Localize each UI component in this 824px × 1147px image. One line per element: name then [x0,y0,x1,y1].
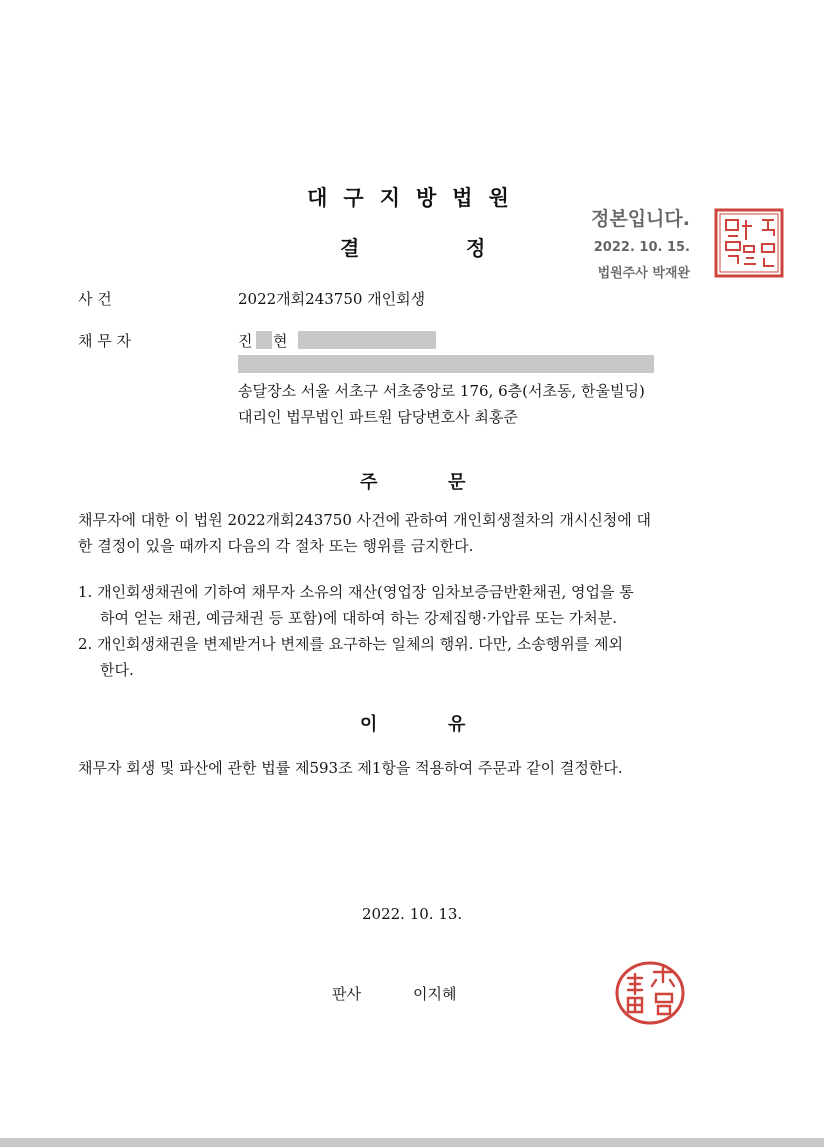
debtor-id-redaction [298,331,436,349]
debtor-name-last: 현 [273,332,288,350]
case-label: 사 건 [78,290,112,308]
certified-copy-stamp: 정본입니다. [591,208,690,230]
debtor-address-redaction [238,355,654,373]
order-item-2-line-1: 2. 개인회생채권을 변제받거나 변제를 요구하는 일체의 행위. 다만, 소송행위를 제외 [78,635,623,653]
decision-date: 2022. 10. 13. [362,905,463,923]
court-seal-icon [714,208,784,278]
reason-heading-left: 이 [360,714,378,735]
debtor-name-redaction [256,331,272,349]
doc-type-right: 정 [466,236,486,260]
judge-name: 이지혜 [413,985,457,1003]
order-item-2-line-2: 한다. [100,661,134,679]
order-heading-right: 문 [448,472,466,493]
order-heading-left: 주 [360,472,378,493]
page-bottom-bar [0,1138,824,1147]
judge-title: 판사 [332,985,361,1003]
service-address: 송달장소 서울 서초구 서초중앙로 176, 6층(서초동, 한울빌딩) [238,382,645,400]
agent: 대리인 법무법인 파트원 담당변호사 최홍준 [238,408,518,426]
order-item-1-line-1: 1. 개인회생채권에 기하여 채무자 소유의 재산(영업장 임차보증금반환채권, 영업을 통 [78,583,634,601]
case-value: 2022개회243750 개인회생 [238,290,426,308]
certification-clerk: 법원주사 박재완 [597,266,690,281]
judge-seal-icon [614,960,686,1026]
order-line-2: 한 결정이 있을 때까지 다음의 각 절차 또는 행위를 금지한다. [78,537,474,555]
order-item-1-line-2: 하여 얻는 채권, 예금채권 등 포함)에 대하여 하는 강제집행·가압류 또는 가처분. [100,609,618,627]
certification-date: 2022. 10. 15. [593,240,690,255]
debtor-label: 채 무 자 [78,332,132,350]
doc-type-left: 결 [340,236,360,260]
reason-text: 채무자 회생 및 파산에 관한 법률 제593조 제1항을 적용하여 주문과 같이 결정한다. [78,759,623,777]
debtor-name-first: 진 [238,332,253,350]
reason-heading-right: 유 [448,714,466,735]
court-name: 대구지방법원 [307,186,525,210]
order-line-1: 채무자에 대한 이 법원 2022개회243750 사건에 관하여 개인회생절차의 개시신청에 대 [78,511,652,529]
